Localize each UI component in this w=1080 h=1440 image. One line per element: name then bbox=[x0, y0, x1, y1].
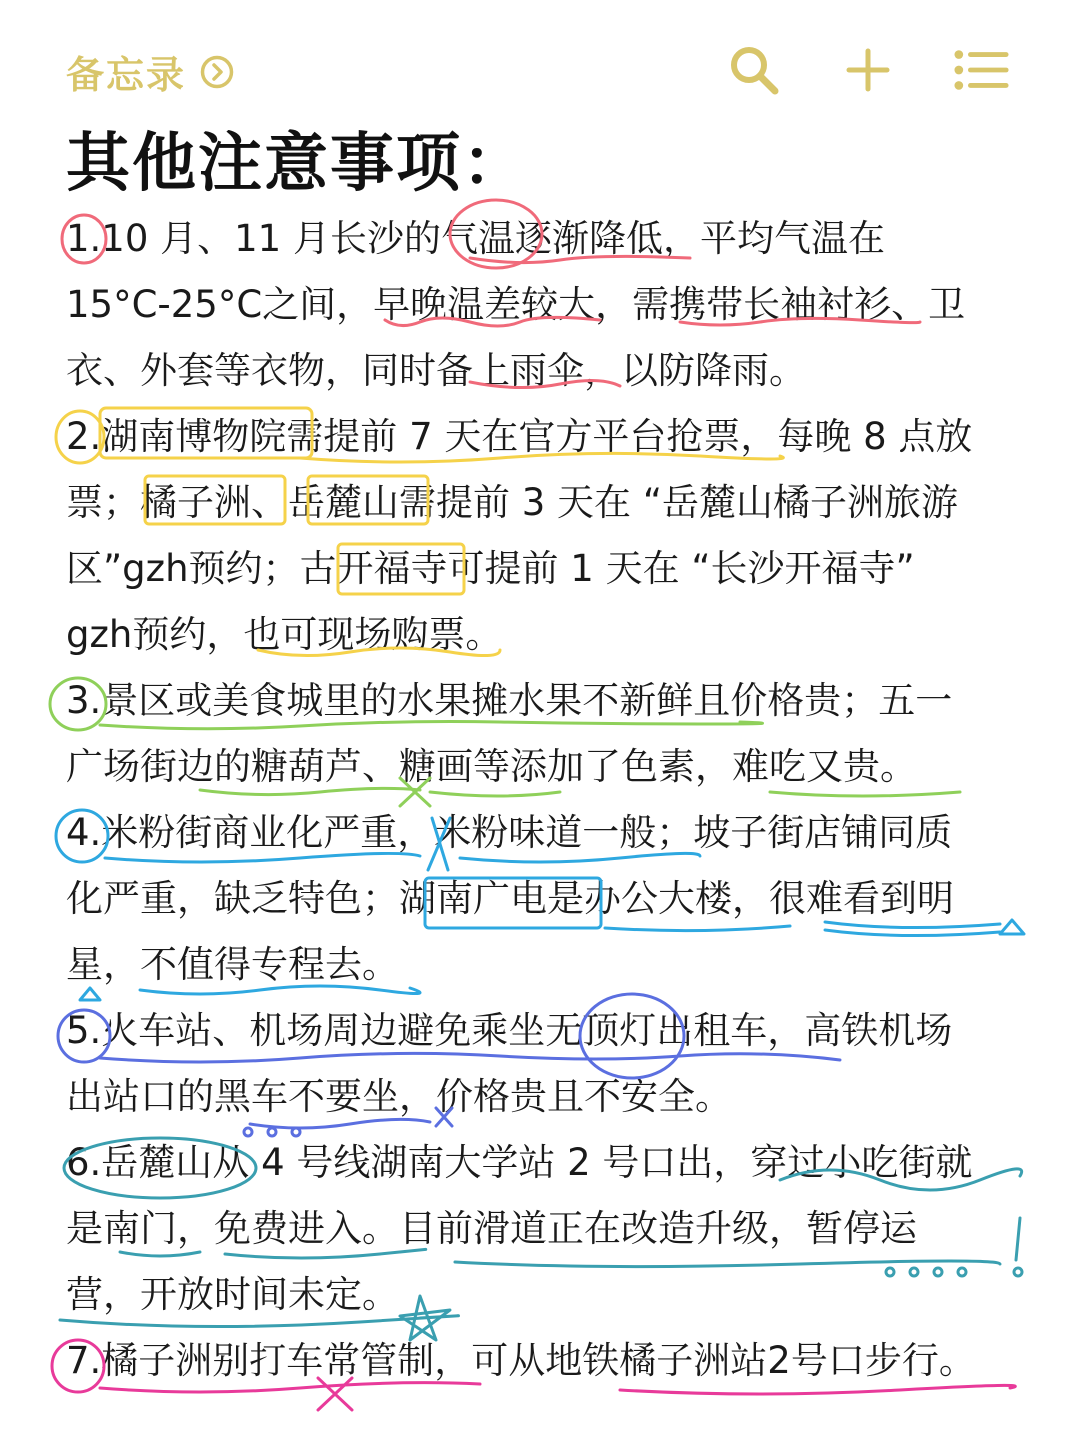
back-to-notes-button[interactable] bbox=[66, 44, 234, 99]
note-line: 1.10 月、11 月长沙的气温逐渐降低，平均气温在 bbox=[66, 217, 885, 260]
note-line: 广场街边的糖葫芦、糖画等添加了色素，难吃又贵。 bbox=[66, 745, 917, 788]
search-icon bbox=[726, 42, 782, 98]
top-toolbar bbox=[0, 0, 1080, 130]
back-label: 备忘录 bbox=[66, 53, 187, 97]
note-line: 3.景区或美食城里的水果摊水果不新鲜且价格贵；五一 bbox=[66, 679, 953, 722]
new-note-button[interactable] bbox=[840, 42, 896, 98]
search-button[interactable] bbox=[726, 42, 782, 98]
note-line: 出站口的黑车不要坐，价格贵且不安全。 bbox=[66, 1075, 732, 1118]
note-line: 4.米粉街商业化严重，米粉味道一般；坡子街店铺同质 bbox=[66, 811, 953, 854]
note-title: 其他注意事项： bbox=[66, 127, 528, 201]
note-line: 星，不值得专程去。 bbox=[66, 943, 399, 986]
note-line: gzh预约，也可现场购票。 bbox=[66, 613, 503, 656]
note-line: 衣、外套等衣物，同时备上雨伞，以防降雨。 bbox=[66, 349, 806, 392]
chevron-right-circle-icon bbox=[200, 55, 234, 89]
note-line: 5.火车站、机场周边避免乘坐无顶灯出租车，高铁机场 bbox=[66, 1009, 953, 1052]
note-line: 6.岳麓山从 4 号线湖南大学站 2 号口出，穿过小吃街就 bbox=[66, 1141, 973, 1184]
note-line: 是南门，免费进入。目前滑道正在改造升级，暂停运 bbox=[66, 1207, 917, 1250]
note-line: 营，开放时间未定。 bbox=[66, 1273, 399, 1316]
note-line: 15°C-25°C之间，早晚温差较大，需携带长袖衬衫、卫 bbox=[66, 283, 966, 326]
list-view-button[interactable] bbox=[954, 42, 1010, 98]
note-line: 7.橘子洲别打车常管制，可从地铁橘子洲站2号口步行。 bbox=[66, 1339, 976, 1382]
note-line: 区”gzh预约；古开福寺可提前 1 天在 “长沙开福寺” bbox=[66, 547, 915, 590]
plus-icon bbox=[845, 47, 891, 93]
note-line: 票；橘子洲、岳麓山需提前 3 天在 “岳麓山橘子洲旅游 bbox=[66, 481, 958, 524]
list-icon bbox=[954, 48, 1010, 92]
note-line: 化严重，缺乏特色；湖南广电是办公大楼，很难看到明 bbox=[66, 877, 954, 920]
toolbar-actions bbox=[726, 42, 1010, 98]
note-line: 2.湖南博物院需提前 7 天在官方平台抢票，每晚 8 点放 bbox=[66, 415, 973, 458]
